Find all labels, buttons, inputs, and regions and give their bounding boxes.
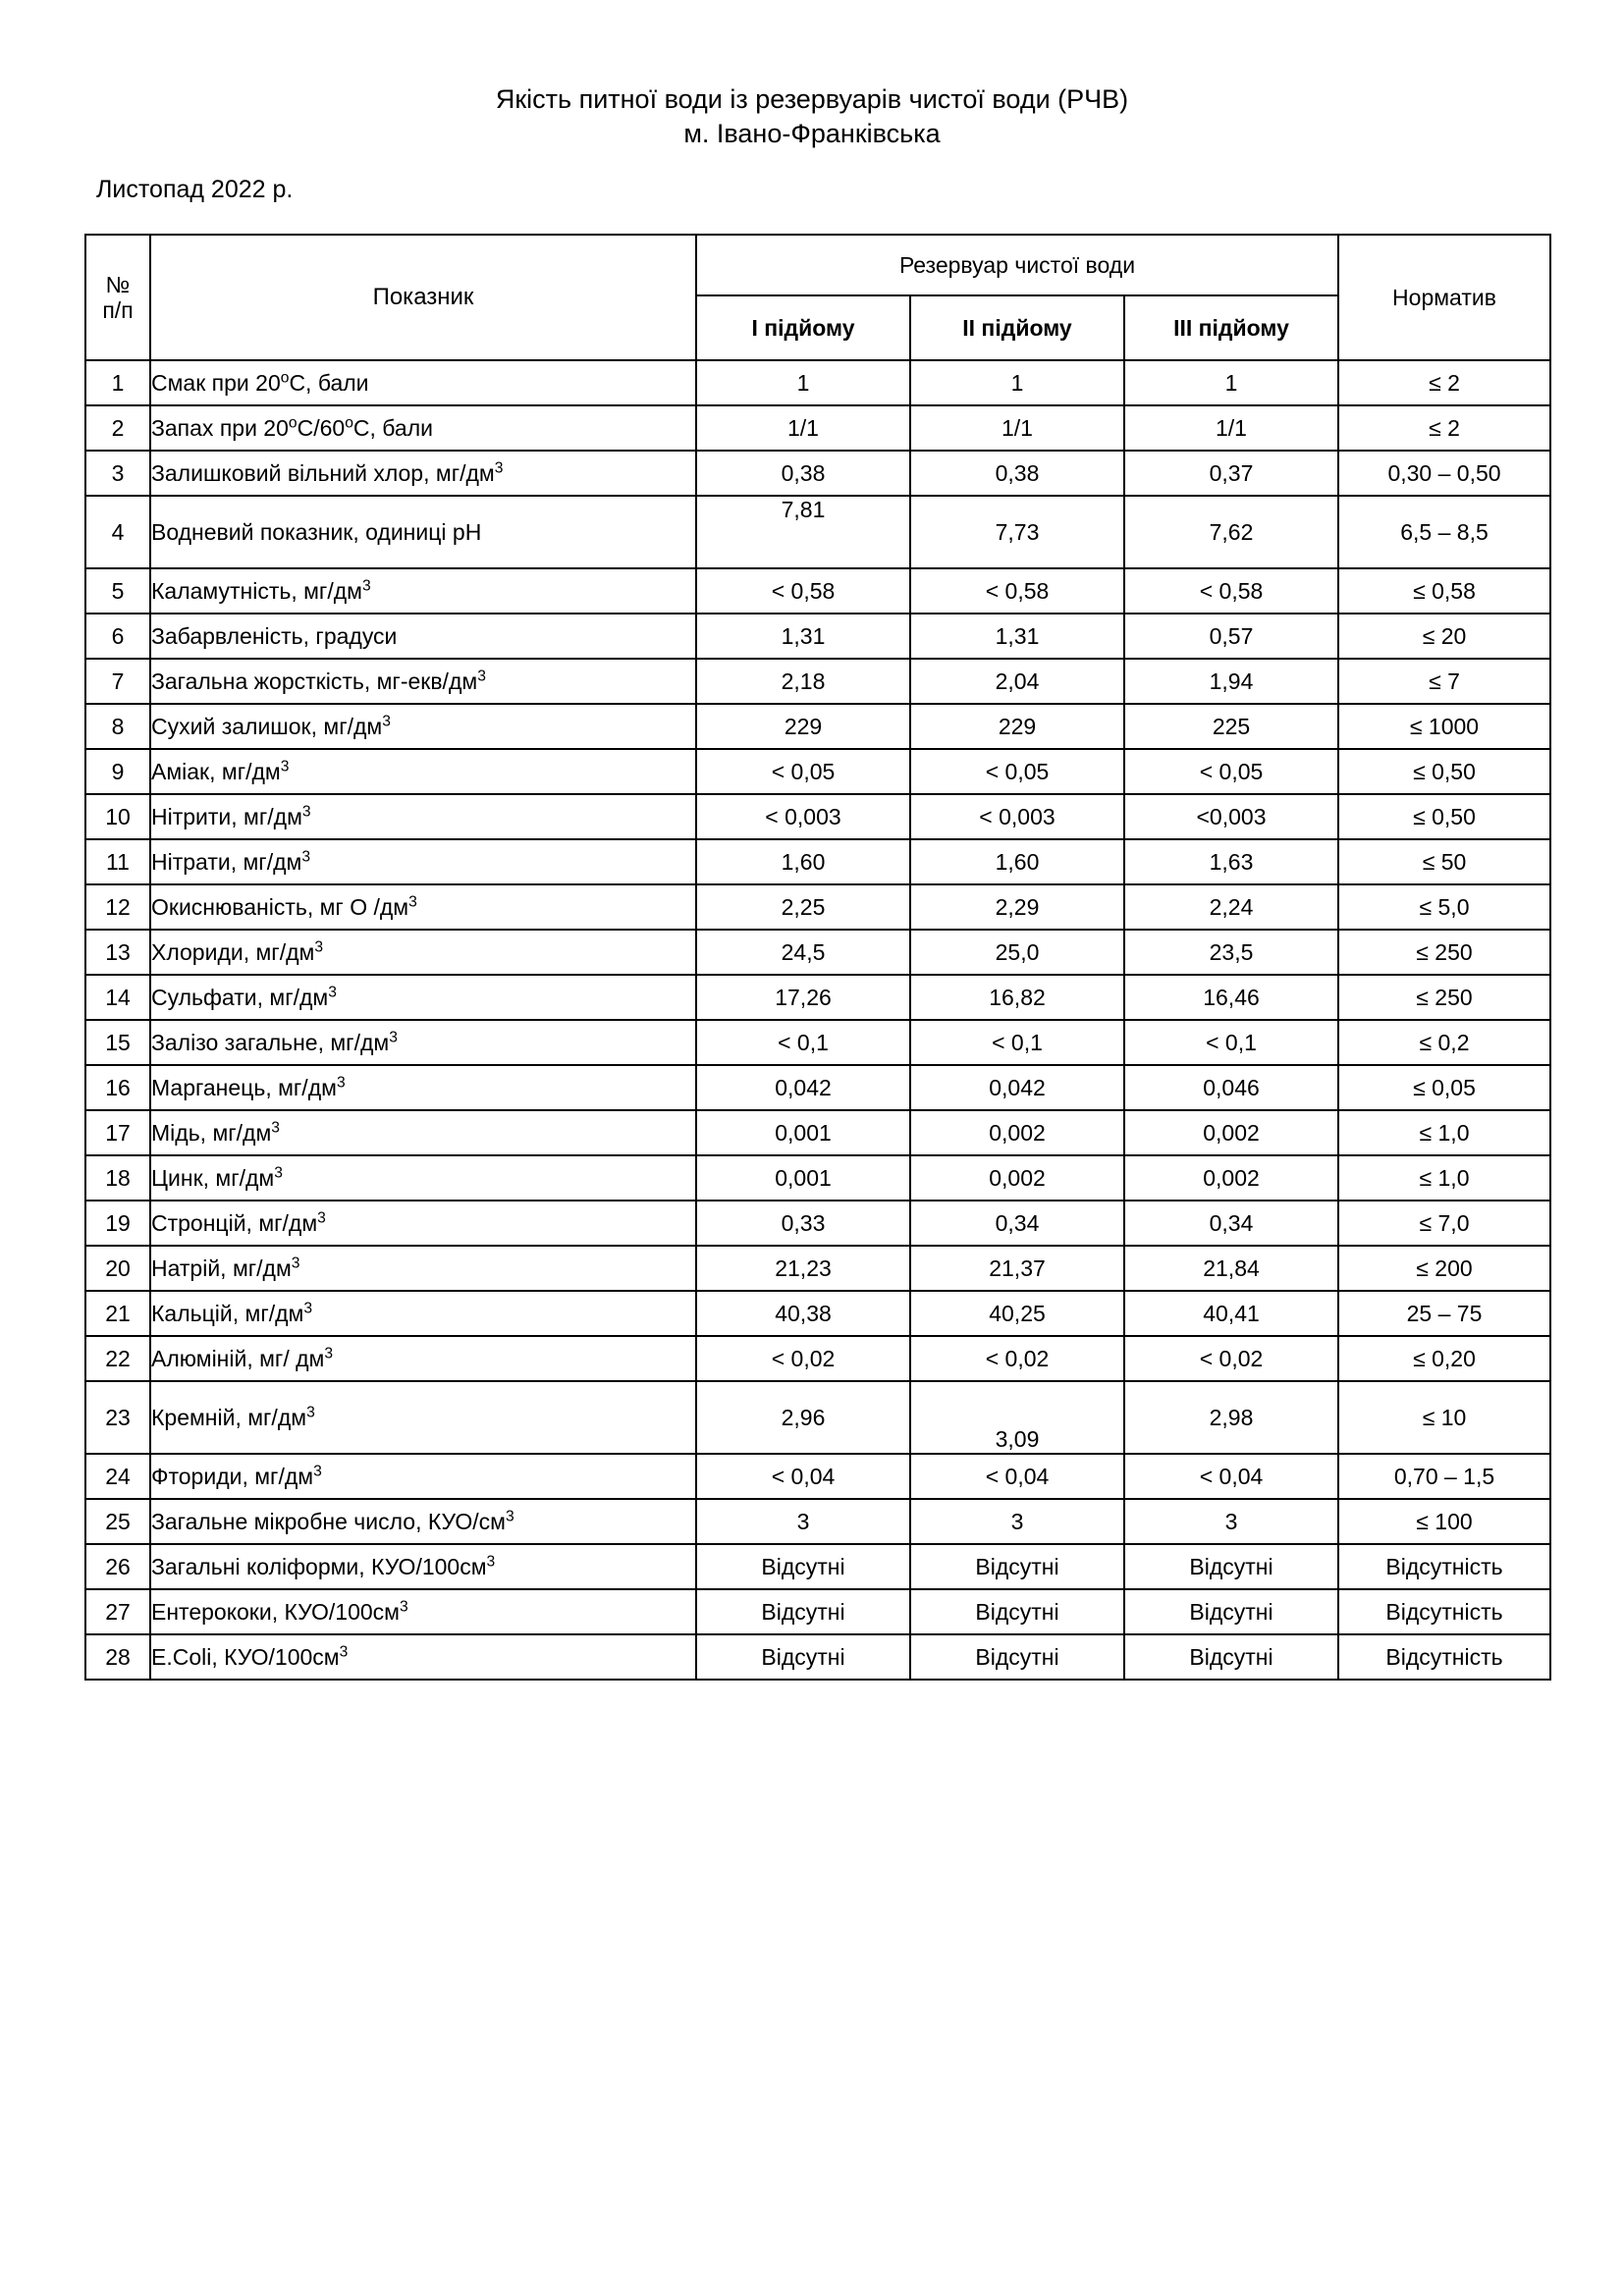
value-lift-3: Відсутні	[1124, 1634, 1338, 1680]
indicator-name: Загальне мікробне число, КУО/$см^3$	[150, 1499, 696, 1544]
table-row	[85, 1499, 1550, 1544]
value-lift-1: 0,001	[696, 1155, 910, 1201]
norm-value: Відсутність	[1338, 1544, 1550, 1589]
table-row	[85, 1634, 1550, 1680]
value-lift-3: 0,002	[1124, 1155, 1338, 1201]
value-lift-2: < 0,05	[910, 749, 1124, 794]
value-lift-3: 225	[1124, 704, 1338, 749]
value-lift-1: < 0,1	[696, 1020, 910, 1065]
value-lift-1: < 0,05	[696, 749, 910, 794]
row-number: 27	[85, 1589, 150, 1634]
norm-value: 6,5 – 8,5	[1338, 496, 1550, 568]
value-lift-1: 1,31	[696, 614, 910, 659]
value-lift-3: 1	[1124, 360, 1338, 405]
value-lift-1: 24,5	[696, 930, 910, 975]
norm-value: ≤ 0,05	[1338, 1065, 1550, 1110]
header-lift-1: І підйому	[696, 295, 910, 360]
norm-value: ≤ 0,58	[1338, 568, 1550, 614]
row-number: 4	[85, 496, 150, 568]
value-lift-2: Відсутні	[910, 1589, 1124, 1634]
value-lift-3: 21,84	[1124, 1246, 1338, 1291]
indicator-name: Хлориди, $мг/дм^3$	[150, 930, 696, 975]
value-lift-3: < 0,05	[1124, 749, 1338, 794]
row-number: 15	[85, 1020, 150, 1065]
norm-value: ≤ 0,2	[1338, 1020, 1550, 1065]
value-lift-3: 1,94	[1124, 659, 1338, 704]
value-lift-2: Відсутні	[910, 1544, 1124, 1589]
water-quality-table	[84, 234, 1551, 1681]
norm-value: ≤ 0,50	[1338, 794, 1550, 839]
table-row	[85, 1589, 1550, 1634]
table-row	[85, 975, 1550, 1020]
value-lift-3: 2,24	[1124, 884, 1338, 930]
indicator-name: Кремній, $мг/дм^3$	[150, 1381, 696, 1454]
norm-value: 0,30 – 0,50	[1338, 451, 1550, 496]
value-lift-1: < 0,04	[696, 1454, 910, 1499]
value-lift-1: 229	[696, 704, 910, 749]
value-lift-2: 0,38	[910, 451, 1124, 496]
table-row	[85, 614, 1550, 659]
table-row	[85, 1110, 1550, 1155]
value-lift-1: 1,60	[696, 839, 910, 884]
norm-value: ≤ 250	[1338, 975, 1550, 1020]
norm-value: Відсутність	[1338, 1634, 1550, 1680]
indicator-name: Залишковий вільний хлор, $мг/дм^3$	[150, 451, 696, 496]
indicator-name: Ентерококи, КУО/$100см^3$	[150, 1589, 696, 1634]
indicator-name: E.Coli, КУО/$100см^3$	[150, 1634, 696, 1680]
value-lift-1: 7,81	[696, 496, 910, 568]
header-indicator: Показник	[150, 235, 696, 360]
indicator-name: Цинк, $мг/дм^3$	[150, 1155, 696, 1201]
indicator-name: Нітрати, $мг/дм^3$	[150, 839, 696, 884]
value-lift-2: 0,002	[910, 1155, 1124, 1201]
value-lift-3: 0,002	[1124, 1110, 1338, 1155]
value-lift-2: < 0,04	[910, 1454, 1124, 1499]
indicator-name: Загальна жорсткість, $мг-екв/дм^3$	[150, 659, 696, 704]
table-row	[85, 1336, 1550, 1381]
norm-value: ≤ 0,20	[1338, 1336, 1550, 1381]
value-lift-2: < 0,58	[910, 568, 1124, 614]
row-number: 16	[85, 1065, 150, 1110]
row-number: 11	[85, 839, 150, 884]
indicator-name: Сульфати, $мг/дм^3$	[150, 975, 696, 1020]
header-lift-3: ІІІ підйому	[1124, 295, 1338, 360]
row-number: 21	[85, 1291, 150, 1336]
table-row	[85, 1155, 1550, 1201]
value-lift-2: 1,31	[910, 614, 1124, 659]
table-row	[85, 794, 1550, 839]
norm-value: 25 – 75	[1338, 1291, 1550, 1336]
table-row	[85, 1020, 1550, 1065]
norm-value: ≤ 250	[1338, 930, 1550, 975]
header-norm: Норматив	[1338, 235, 1550, 360]
indicator-name: Мідь, $мг/дм^3$	[150, 1110, 696, 1155]
table-body	[85, 360, 1550, 1680]
norm-value: ≤ 2	[1338, 360, 1550, 405]
value-lift-2: 0,042	[910, 1065, 1124, 1110]
indicator-name: Сухий залишок, $мг/дм^3$	[150, 704, 696, 749]
table-row	[85, 1454, 1550, 1499]
row-number: 26	[85, 1544, 150, 1589]
table-row	[85, 1201, 1550, 1246]
table-header	[85, 235, 1550, 360]
value-lift-3: 40,41	[1124, 1291, 1338, 1336]
indicator-name: Кальцій, $мг/дм^3$	[150, 1291, 696, 1336]
value-lift-1: 0,38	[696, 451, 910, 496]
table-row	[85, 930, 1550, 975]
value-lift-1: < 0,02	[696, 1336, 910, 1381]
value-lift-1: 2,18	[696, 659, 910, 704]
page-title-line-2: м. Івано-Франківська	[683, 118, 941, 148]
norm-value: ≤ 10	[1338, 1381, 1550, 1454]
header-reservoir-group: Резервуар чистої води	[696, 235, 1338, 295]
row-number: 3	[85, 451, 150, 496]
row-number: 14	[85, 975, 150, 1020]
value-lift-3: 7,62	[1124, 496, 1338, 568]
indicator-name: Стронцій, $мг/дм^3$	[150, 1201, 696, 1246]
value-lift-1: < 0,58	[696, 568, 910, 614]
table-row	[85, 1291, 1550, 1336]
table-row	[85, 884, 1550, 930]
value-lift-2: < 0,02	[910, 1336, 1124, 1381]
value-lift-3: 1/1	[1124, 405, 1338, 451]
value-lift-2: 7,73	[910, 496, 1124, 568]
value-lift-2: 0,002	[910, 1110, 1124, 1155]
value-lift-2: 16,82	[910, 975, 1124, 1020]
indicator-name: Окиснюваність, мг О $/дм^3$	[150, 884, 696, 930]
indicator-name: Алюміній, мг/ $дм^3$	[150, 1336, 696, 1381]
norm-value: ≤ 7	[1338, 659, 1550, 704]
indicator-name: Смак при $20^оС$, бали	[150, 360, 696, 405]
value-lift-3: < 0,58	[1124, 568, 1338, 614]
row-number: 12	[85, 884, 150, 930]
row-number: 10	[85, 794, 150, 839]
value-lift-1: Відсутні	[696, 1544, 910, 1589]
norm-value: ≤ 2	[1338, 405, 1550, 451]
indicator-name: Залізо загальне, $мг/дм^3$	[150, 1020, 696, 1065]
table-row	[85, 405, 1550, 451]
indicator-name: Натрій, $мг/дм^3$	[150, 1246, 696, 1291]
value-lift-2: 1/1	[910, 405, 1124, 451]
value-lift-3: 2,98	[1124, 1381, 1338, 1454]
row-number: 5	[85, 568, 150, 614]
value-lift-3: 0,57	[1124, 614, 1338, 659]
value-lift-1: Відсутні	[696, 1634, 910, 1680]
value-lift-3: < 0,1	[1124, 1020, 1338, 1065]
row-number: 6	[85, 614, 150, 659]
norm-value: ≤ 100	[1338, 1499, 1550, 1544]
indicator-name: Забарвленість, градуси	[150, 614, 696, 659]
norm-value: Відсутність	[1338, 1589, 1550, 1634]
value-lift-2: 25,0	[910, 930, 1124, 975]
value-lift-1: 0,33	[696, 1201, 910, 1246]
value-lift-2: 1	[910, 360, 1124, 405]
row-number: 13	[85, 930, 150, 975]
value-lift-3: 16,46	[1124, 975, 1338, 1020]
row-number: 17	[85, 1110, 150, 1155]
row-number: 20	[85, 1246, 150, 1291]
table-row	[85, 659, 1550, 704]
value-lift-1: Відсутні	[696, 1589, 910, 1634]
value-lift-1: 2,25	[696, 884, 910, 930]
value-lift-3: 0,34	[1124, 1201, 1338, 1246]
report-period: Листопад 2022 р.	[96, 176, 294, 204]
table-row	[85, 1544, 1550, 1589]
value-lift-2: < 0,003	[910, 794, 1124, 839]
value-lift-2: Відсутні	[910, 1634, 1124, 1680]
table-row	[85, 360, 1550, 405]
header-row-number-line2: п/п	[102, 297, 134, 324]
norm-value: ≤ 50	[1338, 839, 1550, 884]
indicator-name: Каламутність, $мг/дм^3$	[150, 568, 696, 614]
row-number: 2	[85, 405, 150, 451]
value-lift-2: 2,29	[910, 884, 1124, 930]
value-lift-1: 0,042	[696, 1065, 910, 1110]
table-row	[85, 839, 1550, 884]
table-row	[85, 749, 1550, 794]
value-lift-3: 1,63	[1124, 839, 1338, 884]
indicator-name: Аміак, $мг/дм^3$	[150, 749, 696, 794]
value-lift-1: 2,96	[696, 1381, 910, 1454]
value-lift-3: Відсутні	[1124, 1544, 1338, 1589]
row-number: 18	[85, 1155, 150, 1201]
value-lift-3: 23,5	[1124, 930, 1338, 975]
page-title	[84, 82, 1540, 150]
norm-value: ≤ 1,0	[1338, 1155, 1550, 1201]
value-lift-3: < 0,02	[1124, 1336, 1338, 1381]
row-number: 25	[85, 1499, 150, 1544]
table-row	[85, 568, 1550, 614]
value-lift-2: 0,34	[910, 1201, 1124, 1246]
value-lift-2: 2,04	[910, 659, 1124, 704]
value-lift-3: 0,37	[1124, 451, 1338, 496]
value-lift-1: 1/1	[696, 405, 910, 451]
value-lift-1: 40,38	[696, 1291, 910, 1336]
table-row	[85, 1246, 1550, 1291]
row-number: 8	[85, 704, 150, 749]
norm-value: 0,70 – 1,5	[1338, 1454, 1550, 1499]
indicator-name: Фториди, $мг/дм^3$	[150, 1454, 696, 1499]
norm-value: ≤ 7,0	[1338, 1201, 1550, 1246]
value-lift-3: 3	[1124, 1499, 1338, 1544]
value-lift-3: < 0,04	[1124, 1454, 1338, 1499]
value-lift-2: 3,09	[910, 1381, 1124, 1454]
header-row-number	[85, 235, 150, 360]
value-lift-1: 1	[696, 360, 910, 405]
value-lift-2: 229	[910, 704, 1124, 749]
indicator-name: Марганець, $мг/дм^3$	[150, 1065, 696, 1110]
value-lift-3: <0,003	[1124, 794, 1338, 839]
header-row-number-line1: №	[105, 271, 131, 297]
row-number: 1	[85, 360, 150, 405]
page-title-line-1: Якість питної води із резервуарів чистої води (РЧВ)	[495, 84, 1129, 114]
value-lift-2: < 0,1	[910, 1020, 1124, 1065]
norm-value: ≤ 1,0	[1338, 1110, 1550, 1155]
indicator-name: Водневий показник, одиниці рН	[150, 496, 696, 568]
indicator-name: Запах при $20^оС/60^оС$, бали	[150, 405, 696, 451]
value-lift-2: 1,60	[910, 839, 1124, 884]
value-lift-1: 0,001	[696, 1110, 910, 1155]
value-lift-3: 0,046	[1124, 1065, 1338, 1110]
norm-value: ≤ 5,0	[1338, 884, 1550, 930]
row-number: 24	[85, 1454, 150, 1499]
value-lift-2: 3	[910, 1499, 1124, 1544]
header-lift-2: ІІ підйому	[910, 295, 1124, 360]
norm-value: ≤ 20	[1338, 614, 1550, 659]
value-lift-3: Відсутні	[1124, 1589, 1338, 1634]
table-row	[85, 496, 1550, 568]
table-row	[85, 1381, 1550, 1454]
indicator-name: Загальні коліформи, КУО/$100см^3$	[150, 1544, 696, 1589]
indicator-name: Нітрити, $мг/дм^3$	[150, 794, 696, 839]
table-row	[85, 704, 1550, 749]
row-number: 7	[85, 659, 150, 704]
value-lift-2: 40,25	[910, 1291, 1124, 1336]
row-number: 22	[85, 1336, 150, 1381]
row-number: 23	[85, 1381, 150, 1454]
table-row	[85, 451, 1550, 496]
row-number: 19	[85, 1201, 150, 1246]
value-lift-1: 21,23	[696, 1246, 910, 1291]
norm-value: ≤ 200	[1338, 1246, 1550, 1291]
row-number: 9	[85, 749, 150, 794]
value-lift-2: 21,37	[910, 1246, 1124, 1291]
value-lift-1: < 0,003	[696, 794, 910, 839]
value-lift-1: 3	[696, 1499, 910, 1544]
norm-value: ≤ 1000	[1338, 704, 1550, 749]
value-lift-1: 17,26	[696, 975, 910, 1020]
row-number: 28	[85, 1634, 150, 1680]
norm-value: ≤ 0,50	[1338, 749, 1550, 794]
table-row	[85, 1065, 1550, 1110]
